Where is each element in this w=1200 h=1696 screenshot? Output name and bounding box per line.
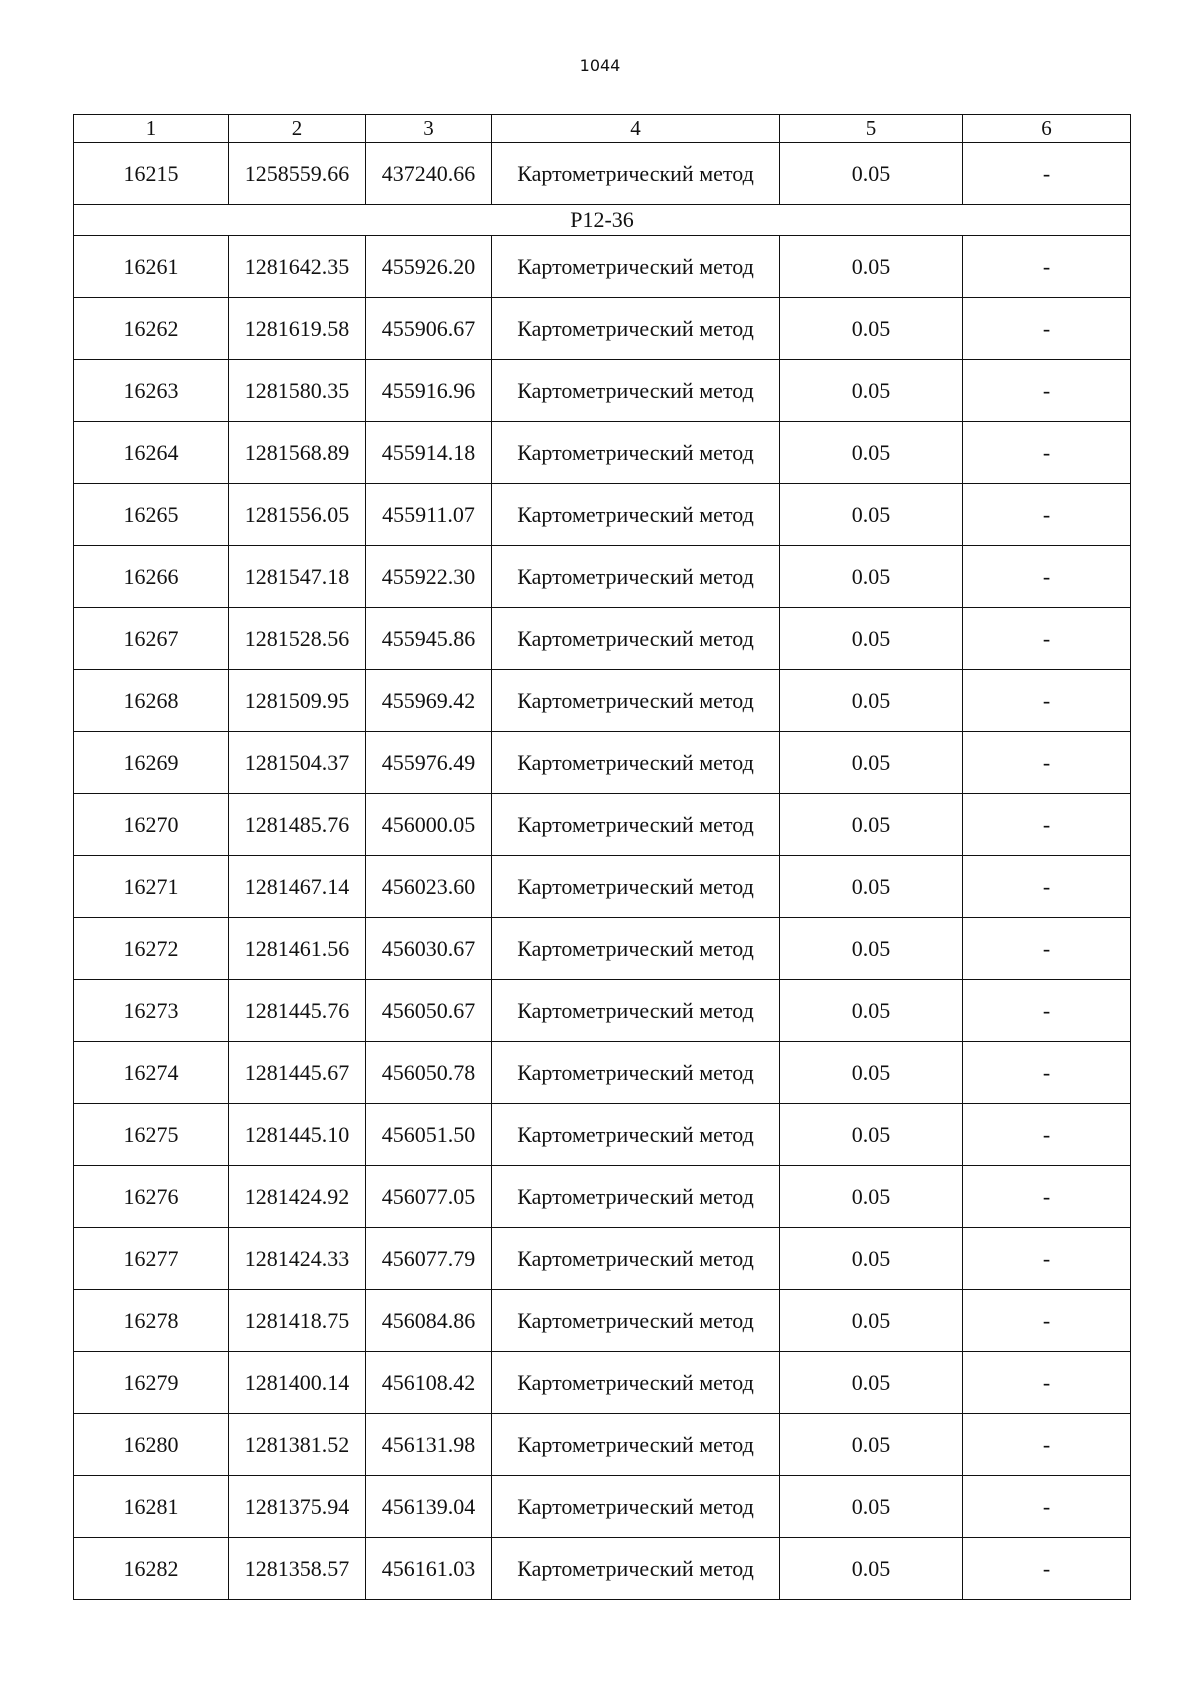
y-coordinate-cell: 455906.67 bbox=[366, 298, 492, 360]
y-coordinate-cell: 456077.79 bbox=[366, 1228, 492, 1290]
note-cell: - bbox=[963, 236, 1131, 298]
column-header: 6 bbox=[963, 115, 1131, 143]
table-row bbox=[74, 608, 1131, 670]
x-coordinate-cell: 1281485.76 bbox=[229, 794, 366, 856]
note-cell: - bbox=[963, 1290, 1131, 1352]
method-cell: Картометрический метод bbox=[492, 298, 780, 360]
x-coordinate-cell: 1281556.05 bbox=[229, 484, 366, 546]
accuracy-cell: 0.05 bbox=[780, 1228, 963, 1290]
column-header: 4 bbox=[492, 115, 780, 143]
point-id-cell: 16282 bbox=[74, 1538, 229, 1600]
note-cell: - bbox=[963, 298, 1131, 360]
method-cell: Картометрический метод bbox=[492, 236, 780, 298]
y-coordinate-cell: 455922.30 bbox=[366, 546, 492, 608]
note-cell: - bbox=[963, 1166, 1131, 1228]
note-cell: - bbox=[963, 980, 1131, 1042]
accuracy-cell: 0.05 bbox=[780, 1042, 963, 1104]
accuracy-cell: 0.05 bbox=[780, 1104, 963, 1166]
note-cell: - bbox=[963, 1352, 1131, 1414]
accuracy-cell: 0.05 bbox=[780, 422, 963, 484]
coordinates-table bbox=[73, 114, 1131, 1600]
method-cell: Картометрический метод bbox=[492, 608, 780, 670]
y-coordinate-cell: 455916.96 bbox=[366, 360, 492, 422]
accuracy-cell: 0.05 bbox=[780, 856, 963, 918]
accuracy-cell: 0.05 bbox=[780, 143, 963, 205]
table-row bbox=[74, 546, 1131, 608]
point-id-cell: 16276 bbox=[74, 1166, 229, 1228]
x-coordinate-cell: 1281375.94 bbox=[229, 1476, 366, 1538]
accuracy-cell: 0.05 bbox=[780, 1166, 963, 1228]
method-cell: Картометрический метод bbox=[492, 1476, 780, 1538]
point-id-cell: 16277 bbox=[74, 1228, 229, 1290]
method-cell: Картометрический метод bbox=[492, 360, 780, 422]
x-coordinate-cell: 1258559.66 bbox=[229, 143, 366, 205]
note-cell: - bbox=[963, 1042, 1131, 1104]
y-coordinate-cell: 456084.86 bbox=[366, 1290, 492, 1352]
point-id-cell: 16262 bbox=[74, 298, 229, 360]
method-cell: Картометрический метод bbox=[492, 422, 780, 484]
y-coordinate-cell: 456108.42 bbox=[366, 1352, 492, 1414]
method-cell: Картометрический метод bbox=[492, 143, 780, 205]
method-cell: Картометрический метод bbox=[492, 1104, 780, 1166]
point-id-cell: 16271 bbox=[74, 856, 229, 918]
y-coordinate-cell: 456131.98 bbox=[366, 1414, 492, 1476]
point-id-cell: 16267 bbox=[74, 608, 229, 670]
x-coordinate-cell: 1281445.10 bbox=[229, 1104, 366, 1166]
x-coordinate-cell: 1281467.14 bbox=[229, 856, 366, 918]
note-cell: - bbox=[963, 422, 1131, 484]
table-row bbox=[74, 1290, 1131, 1352]
point-id-cell: 16273 bbox=[74, 980, 229, 1042]
y-coordinate-cell: 456050.78 bbox=[366, 1042, 492, 1104]
y-coordinate-cell: 437240.66 bbox=[366, 143, 492, 205]
section-row bbox=[74, 205, 1131, 236]
point-id-cell: 16265 bbox=[74, 484, 229, 546]
x-coordinate-cell: 1281619.58 bbox=[229, 298, 366, 360]
method-cell: Картометрический метод bbox=[492, 856, 780, 918]
method-cell: Картометрический метод bbox=[492, 794, 780, 856]
point-id-cell: 16272 bbox=[74, 918, 229, 980]
x-coordinate-cell: 1281418.75 bbox=[229, 1290, 366, 1352]
method-cell: Картометрический метод bbox=[492, 980, 780, 1042]
note-cell: - bbox=[963, 608, 1131, 670]
table-row bbox=[74, 236, 1131, 298]
x-coordinate-cell: 1281528.56 bbox=[229, 608, 366, 670]
y-coordinate-cell: 456000.05 bbox=[366, 794, 492, 856]
note-cell: - bbox=[963, 732, 1131, 794]
y-coordinate-cell: 456050.67 bbox=[366, 980, 492, 1042]
table-row bbox=[74, 1042, 1131, 1104]
method-cell: Картометрический метод bbox=[492, 1166, 780, 1228]
table-row bbox=[74, 360, 1131, 422]
x-coordinate-cell: 1281547.18 bbox=[229, 546, 366, 608]
x-coordinate-cell: 1281381.52 bbox=[229, 1414, 366, 1476]
table-row bbox=[74, 422, 1131, 484]
method-cell: Картометрический метод bbox=[492, 1538, 780, 1600]
method-cell: Картометрический метод bbox=[492, 1352, 780, 1414]
y-coordinate-cell: 455911.07 bbox=[366, 484, 492, 546]
accuracy-cell: 0.05 bbox=[780, 298, 963, 360]
x-coordinate-cell: 1281504.37 bbox=[229, 732, 366, 794]
note-cell: - bbox=[963, 484, 1131, 546]
table-row bbox=[74, 918, 1131, 980]
method-cell: Картометрический метод bbox=[492, 1228, 780, 1290]
column-header: 3 bbox=[366, 115, 492, 143]
accuracy-cell: 0.05 bbox=[780, 794, 963, 856]
table-row bbox=[74, 1414, 1131, 1476]
column-header: 1 bbox=[74, 115, 229, 143]
point-id-cell: 16270 bbox=[74, 794, 229, 856]
table-row bbox=[74, 1228, 1131, 1290]
accuracy-cell: 0.05 bbox=[780, 484, 963, 546]
x-coordinate-cell: 1281642.35 bbox=[229, 236, 366, 298]
point-id-cell: 16279 bbox=[74, 1352, 229, 1414]
table-row bbox=[74, 670, 1131, 732]
accuracy-cell: 0.05 bbox=[780, 980, 963, 1042]
accuracy-cell: 0.05 bbox=[780, 608, 963, 670]
note-cell: - bbox=[963, 1104, 1131, 1166]
y-coordinate-cell: 455969.42 bbox=[366, 670, 492, 732]
x-coordinate-cell: 1281509.95 bbox=[229, 670, 366, 732]
note-cell: - bbox=[963, 918, 1131, 980]
table-row bbox=[74, 856, 1131, 918]
table-row bbox=[74, 1104, 1131, 1166]
column-header: 2 bbox=[229, 115, 366, 143]
method-cell: Картометрический метод bbox=[492, 1290, 780, 1352]
note-cell: - bbox=[963, 1414, 1131, 1476]
accuracy-cell: 0.05 bbox=[780, 1352, 963, 1414]
y-coordinate-cell: 455945.86 bbox=[366, 608, 492, 670]
table-header-row bbox=[74, 115, 1131, 143]
y-coordinate-cell: 456161.03 bbox=[366, 1538, 492, 1600]
point-id-cell: 16280 bbox=[74, 1414, 229, 1476]
y-coordinate-cell: 455926.20 bbox=[366, 236, 492, 298]
table-row bbox=[74, 484, 1131, 546]
note-cell: - bbox=[963, 670, 1131, 732]
method-cell: Картометрический метод bbox=[492, 732, 780, 794]
y-coordinate-cell: 455976.49 bbox=[366, 732, 492, 794]
point-id-cell: 16261 bbox=[74, 236, 229, 298]
accuracy-cell: 0.05 bbox=[780, 1476, 963, 1538]
table-row bbox=[74, 1476, 1131, 1538]
y-coordinate-cell: 456030.67 bbox=[366, 918, 492, 980]
y-coordinate-cell: 456139.04 bbox=[366, 1476, 492, 1538]
table-row bbox=[74, 1352, 1131, 1414]
method-cell: Картометрический метод bbox=[492, 670, 780, 732]
note-cell: - bbox=[963, 856, 1131, 918]
column-header: 5 bbox=[780, 115, 963, 143]
method-cell: Картометрический метод bbox=[492, 484, 780, 546]
x-coordinate-cell: 1281358.57 bbox=[229, 1538, 366, 1600]
section-title: Р12-36 bbox=[74, 205, 1131, 236]
table-row bbox=[74, 143, 1131, 205]
page-number: 1044 bbox=[579, 56, 621, 75]
accuracy-cell: 0.05 bbox=[780, 360, 963, 422]
point-id-cell: 16215 bbox=[74, 143, 229, 205]
note-cell: - bbox=[963, 1228, 1131, 1290]
method-cell: Картометрический метод bbox=[492, 1042, 780, 1104]
y-coordinate-cell: 456023.60 bbox=[366, 856, 492, 918]
method-cell: Картометрический метод bbox=[492, 918, 780, 980]
accuracy-cell: 0.05 bbox=[780, 670, 963, 732]
x-coordinate-cell: 1281424.33 bbox=[229, 1228, 366, 1290]
y-coordinate-cell: 456077.05 bbox=[366, 1166, 492, 1228]
note-cell: - bbox=[963, 1538, 1131, 1600]
x-coordinate-cell: 1281424.92 bbox=[229, 1166, 366, 1228]
table-row bbox=[74, 980, 1131, 1042]
point-id-cell: 16264 bbox=[74, 422, 229, 484]
point-id-cell: 16266 bbox=[74, 546, 229, 608]
accuracy-cell: 0.05 bbox=[780, 918, 963, 980]
note-cell: - bbox=[963, 1476, 1131, 1538]
accuracy-cell: 0.05 bbox=[780, 1414, 963, 1476]
note-cell: - bbox=[963, 546, 1131, 608]
method-cell: Картометрический метод bbox=[492, 546, 780, 608]
method-cell: Картометрический метод bbox=[492, 1414, 780, 1476]
point-id-cell: 16281 bbox=[74, 1476, 229, 1538]
x-coordinate-cell: 1281461.56 bbox=[229, 918, 366, 980]
point-id-cell: 16278 bbox=[74, 1290, 229, 1352]
table-row bbox=[74, 732, 1131, 794]
accuracy-cell: 0.05 bbox=[780, 732, 963, 794]
x-coordinate-cell: 1281445.76 bbox=[229, 980, 366, 1042]
x-coordinate-cell: 1281568.89 bbox=[229, 422, 366, 484]
table-row bbox=[74, 1538, 1131, 1600]
point-id-cell: 16275 bbox=[74, 1104, 229, 1166]
accuracy-cell: 0.05 bbox=[780, 546, 963, 608]
table-row bbox=[74, 1166, 1131, 1228]
note-cell: - bbox=[963, 794, 1131, 856]
table-row bbox=[74, 794, 1131, 856]
point-id-cell: 16274 bbox=[74, 1042, 229, 1104]
y-coordinate-cell: 456051.50 bbox=[366, 1104, 492, 1166]
point-id-cell: 16263 bbox=[74, 360, 229, 422]
y-coordinate-cell: 455914.18 bbox=[366, 422, 492, 484]
table-row bbox=[74, 298, 1131, 360]
point-id-cell: 16268 bbox=[74, 670, 229, 732]
note-cell: - bbox=[963, 360, 1131, 422]
x-coordinate-cell: 1281445.67 bbox=[229, 1042, 366, 1104]
point-id-cell: 16269 bbox=[74, 732, 229, 794]
note-cell: - bbox=[963, 143, 1131, 205]
accuracy-cell: 0.05 bbox=[780, 1290, 963, 1352]
accuracy-cell: 0.05 bbox=[780, 236, 963, 298]
x-coordinate-cell: 1281400.14 bbox=[229, 1352, 366, 1414]
x-coordinate-cell: 1281580.35 bbox=[229, 360, 366, 422]
accuracy-cell: 0.05 bbox=[780, 1538, 963, 1600]
